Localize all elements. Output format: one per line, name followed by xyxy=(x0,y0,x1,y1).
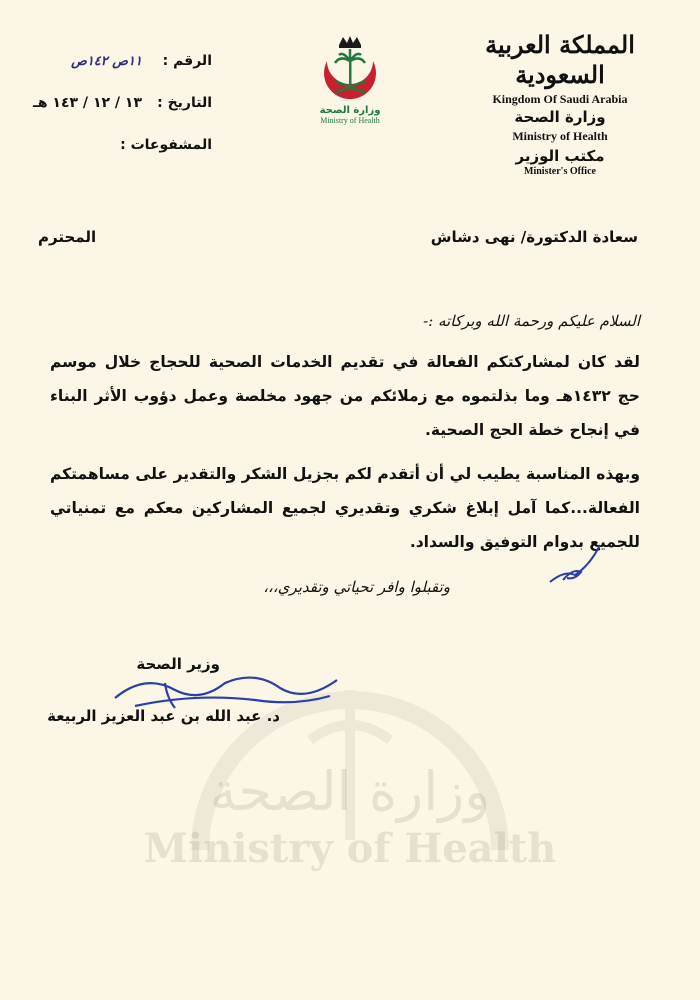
kingdom-arabic: المملكة العربية السعودية xyxy=(485,30,635,89)
watermark-arabic: وزارة الصحة xyxy=(209,760,491,823)
attachments-row xyxy=(22,124,212,166)
reference-number-label: الرقم : xyxy=(162,53,212,69)
office-arabic: مكتب الوزير xyxy=(515,147,605,165)
addressee-honorific: المحترم xyxy=(38,228,97,246)
letter-body xyxy=(50,345,640,559)
ministry-english: Ministry of Health xyxy=(512,129,608,143)
signatory-title: وزير الصحة xyxy=(136,655,220,673)
greeting: السلام عليكم ورحمة الله وبركاته :- xyxy=(423,312,640,330)
office-english: Minister's Office xyxy=(524,166,596,177)
signatory-name: د. عبد الله بن عبد العزيز الربيعة xyxy=(47,707,280,725)
closing-phrase: وتقبلوا وافر تحياتي وتقديري،،، xyxy=(263,578,450,596)
logo-caption-english: Ministry of Health xyxy=(320,116,380,125)
ministry-arabic: وزارة الصحة xyxy=(514,108,606,126)
reference-date-row xyxy=(22,82,212,124)
reference-number-value: ١١ص ١٤٢ص xyxy=(71,53,142,69)
addressee-name: سعادة الدكتورة/ نهى دشاش xyxy=(430,228,638,246)
letterhead xyxy=(460,30,660,177)
watermark-english: Ministry of Health xyxy=(143,825,557,872)
reference-number-row xyxy=(22,40,212,82)
logo-caption-arabic: وزارة الصحة xyxy=(319,105,381,116)
handwritten-signature-icon xyxy=(105,668,345,718)
reference-date-label: التاريخ : xyxy=(157,95,212,111)
addressee-line xyxy=(38,228,638,246)
body-paragraph-2: وبهذه المناسبة يطيب لي أن أتقدم لكم بجزيل الشكر والتقدير على مساهمتكم الفعالة...كما آمل إبلاغ شكري وتقديري لجميع المشاركين معكم مع تمنياتي للجميع بدوام التوفيق والسداد. xyxy=(50,465,640,551)
attachments-label: المشفوعات : xyxy=(120,137,212,153)
kingdom-english: Kingdom Of Saudi Arabia xyxy=(492,92,628,106)
reference-block xyxy=(22,40,212,166)
body-paragraph-1: لقد كان لمشاركتكم الفعالة في تقديم الخدمات الصحية للحجاج خلال موسم حج ١٤٣٢هـ وما بذلتموه مع زملائكم من جهود مخلصة وعمل دؤوب الأثر البناء في إنجاح خطة الحج الصحية. xyxy=(50,353,640,439)
ministry-logo xyxy=(305,35,395,135)
reference-date-value: ١٣ / ١٢ / ١٤٣ هـ xyxy=(33,95,142,111)
crescent-palm-swords-icon xyxy=(315,35,385,107)
handwritten-initial-icon xyxy=(545,540,605,590)
